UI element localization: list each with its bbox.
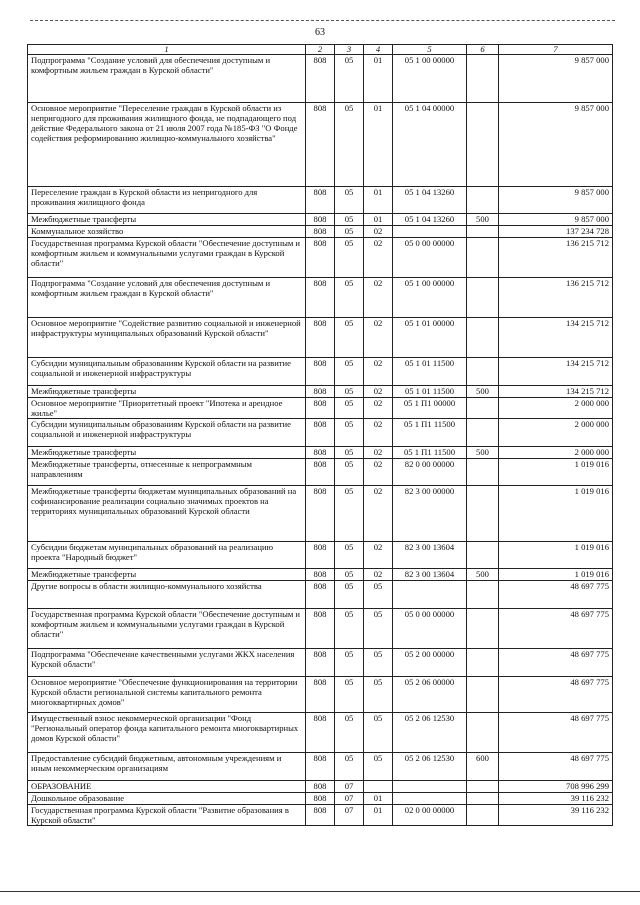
row-code-6 <box>467 805 499 826</box>
row-code-4: 02 <box>364 238 393 278</box>
row-code-6: 500 <box>467 214 499 226</box>
row-code-4: 02 <box>364 226 393 238</box>
table-row <box>28 278 613 318</box>
row-name: Межбюджетные трансферты <box>28 214 306 226</box>
row-amount: 1 019 016 <box>499 459 613 486</box>
row-amount: 39 116 232 <box>499 793 613 805</box>
row-code-3: 05 <box>335 677 364 713</box>
row-name: Межбюджетные трансферты <box>28 569 306 581</box>
row-code-3: 07 <box>335 781 364 793</box>
row-name: Государственная программа Курской области "Обеспечение доступным и комфортным жильем и коммунальными услугами граждан в Курской области" <box>28 609 306 649</box>
row-code-4: 02 <box>364 278 393 318</box>
row-amount: 1 019 016 <box>499 569 613 581</box>
row-code-3: 05 <box>335 358 364 386</box>
row-code-2: 808 <box>306 447 335 459</box>
table-row <box>28 649 613 677</box>
row-code-6 <box>467 278 499 318</box>
row-amount: 48 697 775 <box>499 713 613 753</box>
row-code-3: 05 <box>335 486 364 542</box>
row-code-2: 808 <box>306 793 335 805</box>
row-code-3: 05 <box>335 386 364 398</box>
row-amount: 9 857 000 <box>499 55 613 103</box>
table-row <box>28 793 613 805</box>
row-code-6 <box>467 238 499 278</box>
header-cell: 5 <box>393 45 467 55</box>
row-code-3: 05 <box>335 569 364 581</box>
row-amount: 48 697 775 <box>499 649 613 677</box>
row-amount: 1 019 016 <box>499 542 613 569</box>
row-amount: 134 215 712 <box>499 318 613 358</box>
page-number: 63 <box>315 27 325 38</box>
row-code-6 <box>467 358 499 386</box>
row-name: Основное мероприятие "Переселение граждан в Курской области из непригодного для проживания жилищного фонда, не подпадающего под действие Федерального закона от 21 июля 2007 года №185-ФЗ "О Фонде содействия реформированию жилищно-коммунального хозяйства" <box>28 103 306 187</box>
row-code-3: 05 <box>335 103 364 187</box>
row-name: Подпрограмма "Обеспечение качественными услугами ЖКХ населения Курской области" <box>28 649 306 677</box>
row-code-6 <box>467 226 499 238</box>
table-row <box>28 318 613 358</box>
row-code-3: 07 <box>335 793 364 805</box>
row-code-6 <box>467 459 499 486</box>
table-row <box>28 569 613 581</box>
row-amount: 1 019 016 <box>499 486 613 542</box>
row-name: Подпрограмма "Создание условий для обеспечения доступным и комфортным жильем граждан в Курской области" <box>28 278 306 318</box>
row-name: Межбюджетные трансферты, отнесенные к непрограммным направлениям <box>28 459 306 486</box>
row-code-4: 05 <box>364 677 393 713</box>
row-code-2: 808 <box>306 569 335 581</box>
table-row <box>28 459 613 486</box>
row-name: Межбюджетные трансферты <box>28 386 306 398</box>
row-code-5: 05 1 П1 11500 <box>393 447 467 459</box>
row-code-5: 05 1 04 13260 <box>393 214 467 226</box>
row-code-2: 808 <box>306 486 335 542</box>
row-code-2: 808 <box>306 386 335 398</box>
row-amount: 9 857 000 <box>499 214 613 226</box>
row-name: Субсидии муниципальным образованиям Курской области на развитие социальной и инженерной инфраструктуры <box>28 358 306 386</box>
bottom-rule <box>0 891 640 892</box>
row-code-5 <box>393 781 467 793</box>
row-code-2: 808 <box>306 677 335 713</box>
row-code-3: 05 <box>335 609 364 649</box>
row-code-4 <box>364 781 393 793</box>
row-code-3: 05 <box>335 187 364 214</box>
header-cell: 6 <box>467 45 499 55</box>
row-amount: 134 215 712 <box>499 358 613 386</box>
row-code-5: 05 1 00 00000 <box>393 278 467 318</box>
row-name: Переселение граждан в Курской области из непригодного для проживания жилищного фонда <box>28 187 306 214</box>
row-code-5: 05 0 00 00000 <box>393 238 467 278</box>
table-row <box>28 398 613 419</box>
row-code-6 <box>467 55 499 103</box>
row-code-4: 02 <box>364 486 393 542</box>
row-code-3: 05 <box>335 581 364 609</box>
table-row <box>28 609 613 649</box>
row-name: Другие вопросы в области жилищно-коммунального хозяйства <box>28 581 306 609</box>
table-row <box>28 486 613 542</box>
row-code-6 <box>467 581 499 609</box>
table-row <box>28 781 613 793</box>
row-code-2: 808 <box>306 103 335 187</box>
row-code-5: 82 0 00 00000 <box>393 459 467 486</box>
table-row <box>28 103 613 187</box>
row-code-2: 808 <box>306 805 335 826</box>
row-code-3: 05 <box>335 238 364 278</box>
row-amount: 136 215 712 <box>499 238 613 278</box>
row-code-5: 05 1 00 00000 <box>393 55 467 103</box>
row-code-2: 808 <box>306 318 335 358</box>
row-code-4: 01 <box>364 214 393 226</box>
budget-table <box>27 44 613 826</box>
row-amount: 48 697 775 <box>499 609 613 649</box>
row-code-3: 05 <box>335 55 364 103</box>
table-row <box>28 677 613 713</box>
header-cell: 1 <box>28 45 306 55</box>
table-row <box>28 581 613 609</box>
row-code-2: 808 <box>306 187 335 214</box>
header-cell: 7 <box>499 45 613 55</box>
row-code-5: 02 0 00 00000 <box>393 805 467 826</box>
row-code-3: 05 <box>335 318 364 358</box>
row-name: Государственная программа Курской области "Обеспечение доступным и комфортным жильем и коммунальными услугами граждан в Курской области" <box>28 238 306 278</box>
top-rule <box>30 20 615 21</box>
row-amount: 9 857 000 <box>499 187 613 214</box>
row-name: Межбюджетные трансферты <box>28 447 306 459</box>
row-code-5: 05 2 06 12530 <box>393 713 467 753</box>
row-name: Подпрограмма "Создание условий для обеспечения доступным и комфортным жильем граждан в Курской области" <box>28 55 306 103</box>
row-code-2: 808 <box>306 713 335 753</box>
row-code-3: 05 <box>335 649 364 677</box>
row-name: Коммунальное хозяйство <box>28 226 306 238</box>
row-code-4: 05 <box>364 609 393 649</box>
row-code-4: 05 <box>364 581 393 609</box>
header-cell: 3 <box>335 45 364 55</box>
row-code-2: 808 <box>306 781 335 793</box>
table-row <box>28 358 613 386</box>
table-row <box>28 713 613 753</box>
row-name: ОБРАЗОВАНИЕ <box>28 781 306 793</box>
row-code-2: 808 <box>306 609 335 649</box>
row-code-6: 500 <box>467 386 499 398</box>
row-amount: 134 215 712 <box>499 386 613 398</box>
row-code-5: 05 2 06 00000 <box>393 677 467 713</box>
row-code-3: 05 <box>335 713 364 753</box>
row-code-5: 82 3 00 13604 <box>393 569 467 581</box>
table-row <box>28 214 613 226</box>
row-code-2: 808 <box>306 542 335 569</box>
row-code-4: 02 <box>364 398 393 419</box>
row-code-3: 05 <box>335 459 364 486</box>
row-code-4: 02 <box>364 318 393 358</box>
row-code-4: 01 <box>364 187 393 214</box>
row-code-6: 500 <box>467 447 499 459</box>
row-code-5: 05 1 04 00000 <box>393 103 467 187</box>
row-code-4: 01 <box>364 805 393 826</box>
row-code-4: 02 <box>364 447 393 459</box>
row-code-3: 05 <box>335 419 364 447</box>
row-code-2: 808 <box>306 278 335 318</box>
row-code-5: 05 1 01 00000 <box>393 318 467 358</box>
row-code-3: 05 <box>335 226 364 238</box>
row-code-4: 02 <box>364 358 393 386</box>
row-code-3: 05 <box>335 447 364 459</box>
row-code-5: 05 1 04 13260 <box>393 187 467 214</box>
row-code-5: 05 2 00 00000 <box>393 649 467 677</box>
row-amount: 137 234 728 <box>499 226 613 238</box>
row-code-6 <box>467 793 499 805</box>
row-code-6 <box>467 649 499 677</box>
header-cell: 4 <box>364 45 393 55</box>
row-name: Дошкольное образование <box>28 793 306 805</box>
row-amount: 39 116 232 <box>499 805 613 826</box>
row-code-5 <box>393 793 467 805</box>
row-code-5: 05 2 06 12530 <box>393 753 467 781</box>
table-row <box>28 805 613 826</box>
row-code-4: 02 <box>364 386 393 398</box>
row-amount: 9 857 000 <box>499 103 613 187</box>
row-code-6: 500 <box>467 569 499 581</box>
row-code-2: 808 <box>306 226 335 238</box>
row-code-5: 05 1 01 11500 <box>393 386 467 398</box>
row-code-4: 05 <box>364 713 393 753</box>
row-code-5: 05 0 00 00000 <box>393 609 467 649</box>
row-code-6 <box>467 781 499 793</box>
row-amount: 48 697 775 <box>499 753 613 781</box>
row-code-2: 808 <box>306 419 335 447</box>
row-amount: 2 000 000 <box>499 398 613 419</box>
row-code-4: 02 <box>364 569 393 581</box>
row-code-3: 07 <box>335 805 364 826</box>
row-name: Основное мероприятие "Содействие развитию социальной и инженерной инфраструктуры муниципальных образований Курской области" <box>28 318 306 358</box>
row-amount: 2 000 000 <box>499 419 613 447</box>
table-row <box>28 187 613 214</box>
row-code-6 <box>467 677 499 713</box>
row-code-4: 02 <box>364 542 393 569</box>
row-name: Субсидии муниципальным образованиям Курской области на развитие социальной и инженерной инфраструктуры <box>28 419 306 447</box>
row-code-5 <box>393 581 467 609</box>
row-name: Предоставление субсидий бюджетным, автономным учреждениям и иным некоммерческим организациям <box>28 753 306 781</box>
row-name: Государственная программа Курской области "Развитие образования в Курской области" <box>28 805 306 826</box>
header-row <box>28 45 613 55</box>
row-amount: 708 996 299 <box>499 781 613 793</box>
row-amount: 48 697 775 <box>499 581 613 609</box>
row-code-3: 05 <box>335 542 364 569</box>
header-cell: 2 <box>306 45 335 55</box>
row-code-5: 05 1 01 11500 <box>393 358 467 386</box>
row-code-2: 808 <box>306 214 335 226</box>
row-code-6 <box>467 486 499 542</box>
table-row <box>28 542 613 569</box>
table-row <box>28 447 613 459</box>
table-row <box>28 753 613 781</box>
row-code-6 <box>467 609 499 649</box>
row-code-4: 01 <box>364 103 393 187</box>
row-code-4: 01 <box>364 793 393 805</box>
row-code-4: 02 <box>364 459 393 486</box>
row-code-6 <box>467 318 499 358</box>
row-code-4: 01 <box>364 55 393 103</box>
row-code-6: 600 <box>467 753 499 781</box>
row-code-6 <box>467 419 499 447</box>
row-amount: 48 697 775 <box>499 677 613 713</box>
row-code-3: 05 <box>335 278 364 318</box>
table-row <box>28 238 613 278</box>
row-name: Межбюджетные трансферты бюджетам муниципальных образований на софинансирование реализации социально значимых проектов на территориях муниципальных образований Курской области <box>28 486 306 542</box>
row-code-3: 05 <box>335 398 364 419</box>
row-code-4: 05 <box>364 753 393 781</box>
row-code-6 <box>467 398 499 419</box>
table-row <box>28 386 613 398</box>
table-row <box>28 226 613 238</box>
table-row <box>28 419 613 447</box>
row-name: Имущественный взнос некоммерческой организации "Фонд "Региональный оператор фонда капитального ремонта многоквартирных домов Курской области" <box>28 713 306 753</box>
row-code-6 <box>467 542 499 569</box>
row-name: Субсидии бюджетам муниципальных образований на реализацию проекта "Народный бюджет" <box>28 542 306 569</box>
row-amount: 136 215 712 <box>499 278 613 318</box>
row-name: Основное мероприятие "Обеспечение функционирования на территории Курской области региональной системы капитального ремонта многоквартирных домов" <box>28 677 306 713</box>
row-code-2: 808 <box>306 459 335 486</box>
row-code-6 <box>467 187 499 214</box>
row-code-2: 808 <box>306 398 335 419</box>
row-code-3: 05 <box>335 214 364 226</box>
table-row <box>28 55 613 103</box>
row-code-2: 808 <box>306 55 335 103</box>
row-code-5 <box>393 226 467 238</box>
row-code-5: 82 3 00 00000 <box>393 486 467 542</box>
row-code-4: 05 <box>364 649 393 677</box>
row-code-4: 02 <box>364 419 393 447</box>
row-code-3: 05 <box>335 753 364 781</box>
row-code-5: 05 1 П1 00000 <box>393 398 467 419</box>
row-code-2: 808 <box>306 581 335 609</box>
row-code-6 <box>467 103 499 187</box>
row-code-5: 05 1 П1 11500 <box>393 419 467 447</box>
row-code-2: 808 <box>306 753 335 781</box>
row-code-6 <box>467 713 499 753</box>
row-name: Основное мероприятие "Приоритетный проект "Ипотека и арендное жилье" <box>28 398 306 419</box>
row-amount: 2 000 000 <box>499 447 613 459</box>
row-code-2: 808 <box>306 238 335 278</box>
row-code-2: 808 <box>306 358 335 386</box>
row-code-5: 82 3 00 13604 <box>393 542 467 569</box>
row-code-2: 808 <box>306 649 335 677</box>
